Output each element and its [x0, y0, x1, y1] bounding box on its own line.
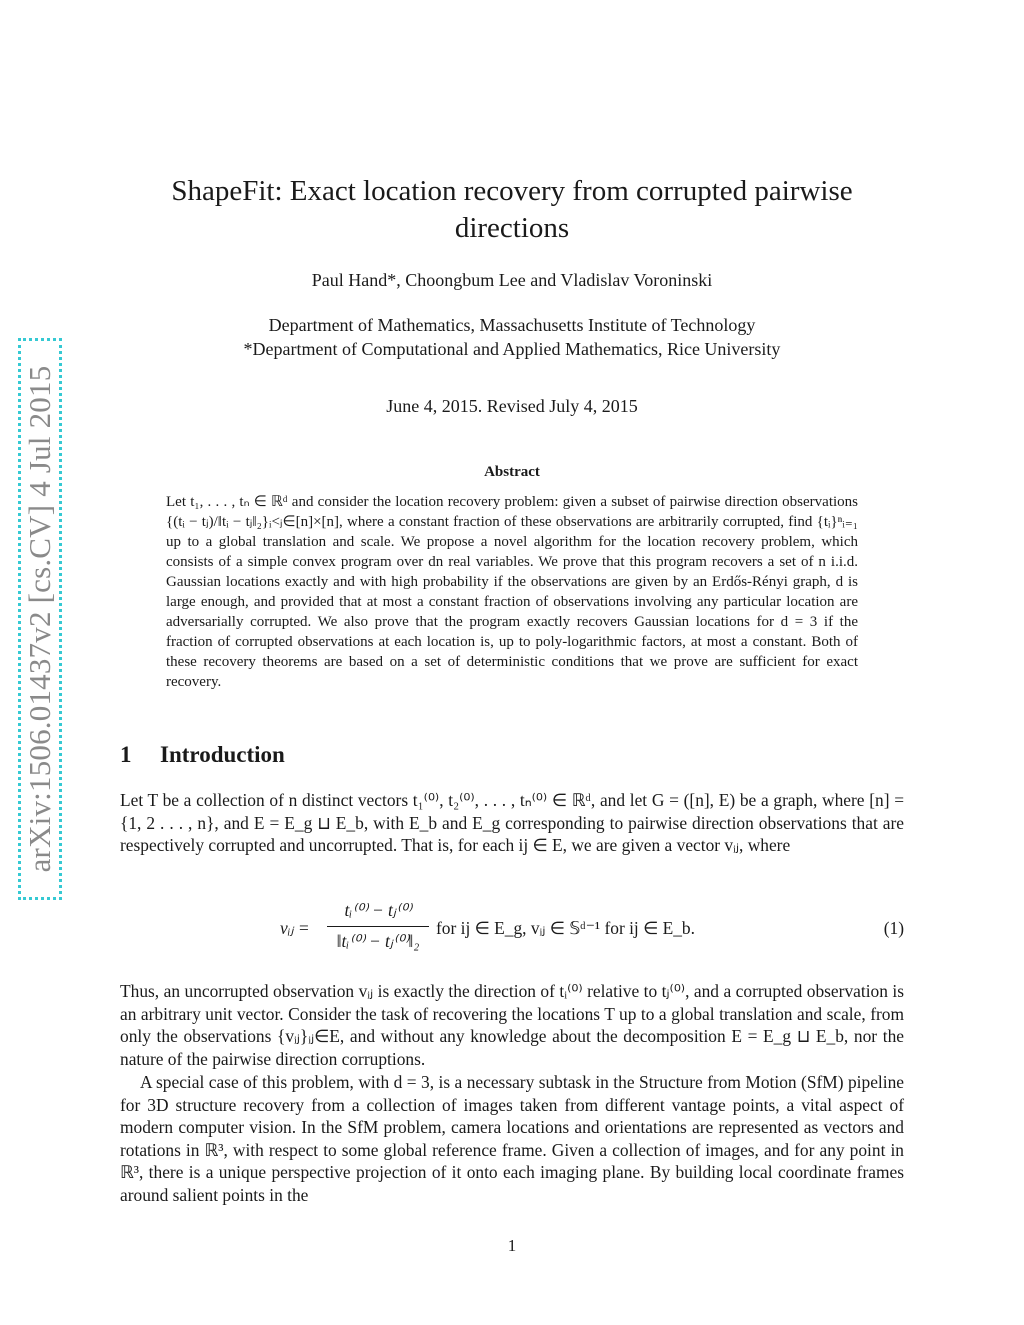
affiliation-line: Department of Mathematics, Massachusetts Institute of Technology	[268, 315, 756, 335]
abstract-heading: Abstract	[484, 464, 540, 480]
paragraph: A special case of this problem, with d = 3, is a necessary subtask in the Structure from Motion (SfM) pipeline for 3D structure recovery from a collection of images taken from different vantage points, a vital aspect of modern computer vision. In the SfM problem, camera locations and orientations are represented as vectors and rotations in ℝ³, with respect to some global reference frame. Given a collection of images, and for any point in ℝ³, there is a unique perspective projection of it onto each imaging plane. By building local coordinate frames around salient points in the	[120, 1072, 904, 1205]
arxiv-stamp	[18, 338, 62, 900]
section-number: 1	[120, 742, 132, 767]
equation-lhs: vᵢⱼ =	[280, 918, 310, 938]
paragraph: Thus, an uncorrupted observation vᵢⱼ is exactly the direction of tᵢ⁽⁰⁾ relative to tⱼ⁽⁰⁾, and a corrupted observation is an arbitrary unit vector. Consider the task of recovering the locations T up to a global translation and scale, from only the observations {vᵢⱼ}ᵢⱼ∈E, and without any knowledge about the decomposition E = E_g ⊔ E_b, nor the nature of the pairwise direction corruptions.	[120, 981, 904, 1069]
authors: Paul Hand*, Choongbum Lee and Vladislav Voroninski	[311, 270, 713, 290]
fraction-numerator: tᵢ⁽⁰⁾ − tⱼ⁽⁰⁾	[344, 900, 412, 920]
equation-rhs: for ij ∈ E_g, vᵢⱼ ∈ 𝕊ᵈ⁻¹ for ij ∈ E_b.	[436, 918, 695, 938]
fraction-bar	[327, 926, 429, 927]
section-title: Introduction	[160, 742, 285, 767]
date: June 4, 2015. Revised July 4, 2015	[386, 396, 638, 416]
affiliation-line: *Department of Computational and Applied Mathematics, Rice University	[243, 339, 781, 359]
paragraph: Let T be a collection of n distinct vectors t₁⁽⁰⁾, t₂⁽⁰⁾, . . . , tₙ⁽⁰⁾ ∈ ℝᵈ, and let G = ([n], E) be a graph, where [n] = {1, 2 . . . , n}, and E = E_g ⊔ E_b, with E_b and E_g corresponding to pairwise direction observations that are respectively corrupted and uncorrupted. That is, for each ij ∈ E, we are given a vector vᵢⱼ, where	[120, 790, 904, 856]
equation-number: (1)	[883, 918, 904, 938]
abstract-text: Let t₁, . . . , tₙ ∈ ℝᵈ and consider the location recovery problem: given a subset of pairwise direction observations {(tᵢ − tⱼ)/‖tᵢ − tⱼ‖₂}ᵢ<ⱼ∈[n]×[n], where a constant fraction of these observations are arbitrarily corrupted, find {tᵢ}ⁿᵢ₌₁ up to a global translation and scale. We propose a novel algorithm for the location recovery problem, which consists of a simple convex program over dn real variables. We prove that this program recovers a set of n i.i.d. Gaussian locations exactly and with high probability if the observations are given by an Erdős-Rényi graph, d is large enough, and provided that at most a constant fraction of observations involving any particular location are adversarially corrupted. We also prove that the program exactly recovers Gaussian locations for d = 3 if the fraction of corrupted observations at each location is, up to poly-logarithmic factors, at most a constant. Both of these recovery theorems are based on a set of deterministic conditions that we prove are sufficient for exact recovery.	[166, 494, 858, 690]
fraction-denominator: ‖tᵢ⁽⁰⁾ − tⱼ⁽⁰⁾‖₂	[336, 931, 420, 951]
section-heading	[120, 742, 285, 768]
affiliations	[150, 313, 874, 361]
paper-title: ShapeFit: Exact location recovery from corrupted pairwise directions	[171, 175, 853, 244]
page-number: 1	[507, 1236, 517, 1255]
equation-1	[120, 896, 904, 960]
arxiv-identifier[interactable]: arXiv:1506.01437v2 [cs.CV] 4 Jul 2015	[22, 365, 57, 873]
